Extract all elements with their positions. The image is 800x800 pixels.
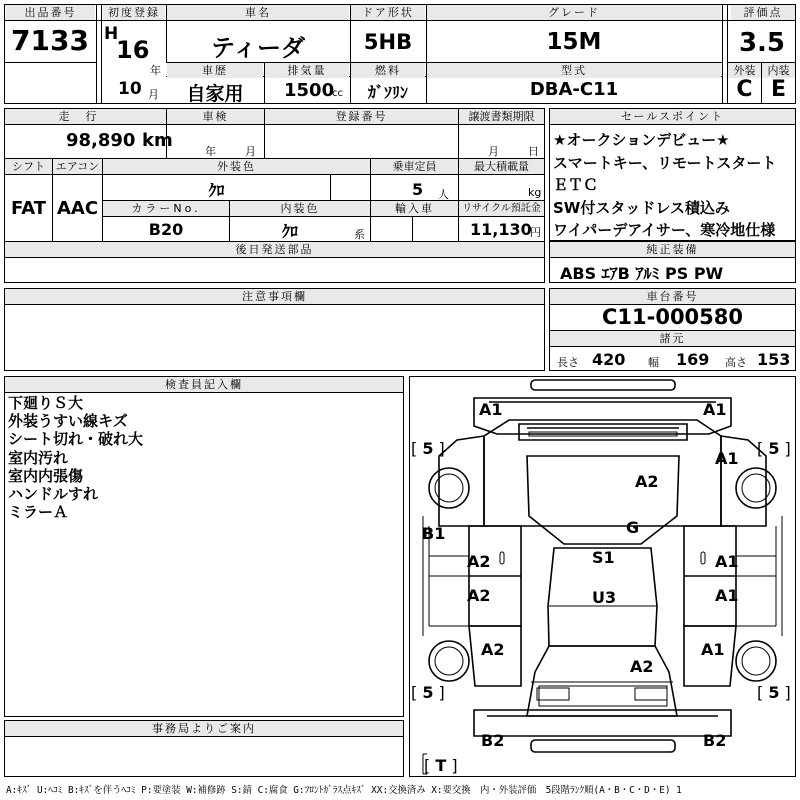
ext-color: ｸﾛ [208, 181, 225, 200]
ac: AAC [56, 198, 99, 219]
height-label: 高さ [725, 356, 747, 369]
reg-no-label: 登録番号 [265, 109, 458, 124]
damage-mark: A1 [479, 400, 503, 419]
month-unit: 月 [148, 88, 159, 101]
damage-mark: A1 [715, 449, 739, 468]
fuel: ｶﾞｿﾘﾝ [367, 83, 408, 102]
tire-tread-front-right: [ 5 ] [757, 439, 791, 458]
tire-tread-rear-left: [ 5 ] [411, 683, 445, 702]
sales-item: ★オークションデビュー★ [553, 131, 730, 149]
month-value: 10 [118, 79, 142, 99]
notes-label: 注意事項欄 [5, 289, 544, 304]
car-name-label: 車名 [167, 5, 349, 20]
shift: FAT [10, 198, 47, 219]
recycle-unit: 円 [530, 226, 541, 239]
length: 420 [592, 350, 626, 369]
max-load-unit: kg [528, 186, 542, 199]
capacity-label: 乗車定員 [371, 159, 458, 174]
car-name: ティーダ [210, 34, 306, 62]
inspector-label: 検査員記入欄 [5, 377, 403, 392]
height: 153 [757, 350, 791, 369]
damage-mark: A1 [715, 552, 739, 571]
recycle-label: リサイクル預託金 [459, 201, 544, 216]
shift-label: シフト [5, 159, 52, 174]
sales-item: スマートキー、リモートスタート [553, 153, 777, 172]
equipment-label: 純正装備 [550, 242, 795, 257]
damage-mark: A1 [715, 586, 739, 605]
damage-mark: G [626, 518, 640, 537]
transfer-month-unit: 月 [488, 145, 499, 158]
length-label: 長さ [557, 356, 579, 369]
displacement-unit: cc [332, 88, 343, 99]
transfer-label: 譲渡書類期限 [459, 109, 544, 124]
sales-item: ＥＴＣ [553, 176, 599, 194]
damage-mark: A2 [481, 640, 505, 659]
grade: 15M [546, 29, 602, 55]
car-diagram [409, 376, 796, 777]
int-color-label: 内装色 [230, 201, 370, 216]
grade-label: グレード [427, 5, 721, 20]
mileage-unit: km [142, 130, 173, 151]
inspector-notes [8, 394, 143, 521]
exterior-label: 外装 [728, 63, 761, 78]
damage-mark: A1 [701, 640, 725, 659]
ac-label: エアコン [53, 159, 102, 174]
damage-mark: A2 [467, 552, 491, 571]
damage-mark: A2 [635, 472, 659, 491]
damage-mark: U3 [592, 588, 617, 607]
damage-mark: A2 [467, 586, 491, 605]
displacement: 1500 [284, 80, 335, 101]
inspector-item: 外装うすい線キズ [8, 412, 128, 431]
office-label: 事務局よりご案内 [5, 721, 403, 736]
tire-tread-front-left: [ 5 ] [411, 439, 445, 458]
inspector-item: シート切れ・破れ大 [8, 430, 144, 449]
damage-mark: B1 [422, 524, 446, 543]
chassis-label: 車台番号 [550, 289, 795, 304]
inspector-item: ミラーＡ [8, 503, 69, 522]
model: DBA-C11 [529, 79, 619, 100]
displacement-label: 排気量 [265, 63, 349, 78]
color-no-label: カラーNo. [103, 201, 229, 216]
door-type: 5HB [363, 30, 413, 54]
sales-point-label: セールスポイント [550, 109, 795, 124]
import-label: 輸入車 [371, 201, 458, 216]
history: 自家用 [186, 83, 244, 105]
mileage: 98,890 [66, 130, 136, 151]
sales-point-list [553, 129, 776, 242]
spare-tire-mark: [ T ] [424, 756, 458, 775]
int-color-unit: 系 [354, 228, 365, 241]
era: H [104, 24, 119, 44]
tire-tread-rear-right: [ 5 ] [757, 683, 791, 702]
width-label: 幅 [648, 356, 659, 369]
later-parts-label: 後日発送部品 [5, 242, 544, 257]
fuel-label: 燃料 [351, 63, 425, 78]
capacity: 5 [412, 180, 424, 199]
rating: 3.5 [738, 28, 786, 58]
max-load-label: 最大積載量 [459, 159, 544, 174]
chassis-number: C11-000580 [601, 305, 744, 329]
history-label: 車歴 [167, 63, 263, 78]
interior-grade: E [770, 77, 787, 102]
sales-item: ワイパーデアイサー、寒冷地仕様 [553, 221, 776, 239]
color-no: B20 [148, 220, 184, 239]
first-reg-label: 初度登録 [103, 5, 165, 20]
inspector-item: ハンドルすれ [8, 485, 99, 504]
inspector-item: 室内汚れ [8, 448, 69, 467]
exterior-grade: C [736, 77, 753, 102]
width: 169 [676, 350, 710, 369]
rating-label: 評価点 [731, 5, 795, 20]
damage-mark: A1 [703, 400, 727, 419]
door-label: ドア形状 [351, 5, 425, 20]
year-unit: 年 [150, 64, 161, 77]
inspector-item: 室内内張傷 [8, 466, 84, 485]
int-color: ｸﾛ [281, 222, 298, 241]
insp-month-unit: 月 [245, 145, 256, 158]
mileage-label: 走行 [5, 109, 166, 124]
equipment-text: ABS ｴｱB ｱﾙﾐ PS PW [560, 264, 724, 283]
inspector-item: 下廻りＳ大 [8, 394, 84, 412]
damage-mark: B2 [703, 731, 727, 750]
capacity-unit: 人 [438, 188, 449, 201]
damage-mark: S1 [592, 548, 615, 567]
recycle: 11,130 [470, 220, 532, 239]
year-value: 16 [116, 36, 150, 64]
sales-item: SW付スタッドレス積込み [553, 198, 730, 217]
legend-text: A:ｷｽﾞ U:ﾍｺﾐ B:ｷｽﾞを伴うﾍｺﾐ P:要塗装 W:補修跡 S:錆 C:腐食 G:ﾌﾛﾝﾄｶﾞﾗｽ点ｷｽﾞ XX:交換済み X:要交換 内・外装評価 5段階ﾗﾝｸ順(A・B・C・D・E) 1 [6, 785, 682, 796]
lot-number: 7133 [11, 24, 89, 57]
inspection-label: 車検 [167, 109, 264, 124]
lot-label: 出品番号 [6, 5, 95, 20]
ext-color-label: 外装色 [103, 159, 370, 174]
interior-label: 内装 [762, 63, 795, 78]
damage-mark: A2 [630, 657, 654, 676]
transfer-day-unit: 日 [528, 145, 539, 158]
damage-mark: B2 [481, 731, 505, 750]
model-label: 型式 [427, 63, 721, 78]
dims-label: 諸元 [550, 331, 795, 346]
insp-year-unit: 年 [205, 145, 216, 158]
